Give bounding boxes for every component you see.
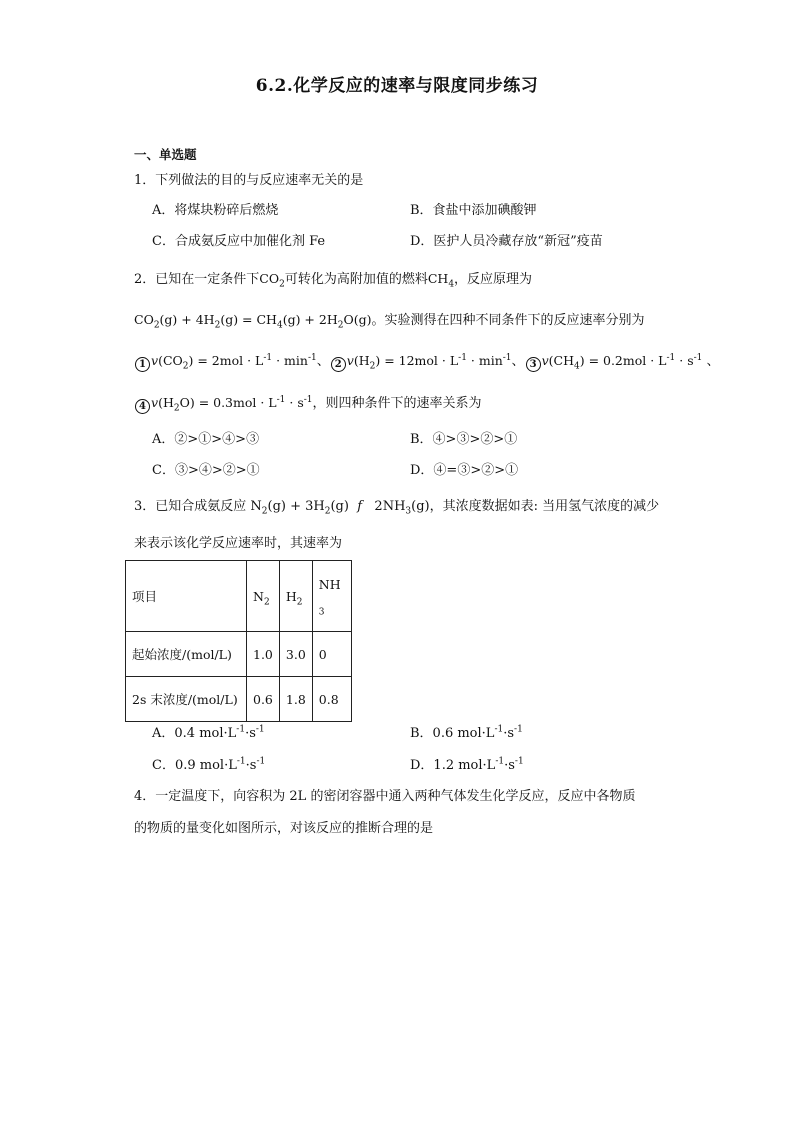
q2-eq-tail: 。实验测得在四种不同条件下的反应速率分别为 — [371, 313, 645, 328]
q2-rate4-line: 4 $v(H_2O) = 0.3mol \cdot L^{-1} \cdot s^{-1}$，则四种条件下的速率关系为 — [134, 393, 482, 414]
table-header-cell: 项目 — [126, 561, 247, 632]
q1-option-a[interactable]: A．将煤块粉碎后燃烧 — [152, 203, 279, 218]
q3-option-a[interactable]: A．0.4 $mol\cdot L^{-1}\cdot s^{-1}$ — [152, 724, 265, 741]
q3-stem: 3．已知合成氨反应 $N_2(g) + 3H_2(g)$ f $2NH_3(g)$，其浓度数据如表: 当用氢气浓度的减少 — [134, 499, 660, 517]
q2-stem-mid: 可转化为高附加值的燃料 — [284, 272, 428, 287]
section-heading: 一、单选题 — [134, 147, 197, 162]
q2-stem-suffix: ，反应原理为 — [454, 272, 533, 287]
table-cell: 2s 末浓度/(mol/L) — [126, 677, 247, 722]
table-cell: 0.8 — [312, 677, 351, 722]
q4-stem-line-2: 的物质的量变化如图所示，对该反应的推断合理的是 — [134, 821, 434, 836]
q3-stem-a: 3．已知合成氨反应 N — [134, 499, 262, 514]
q2-stem — [134, 269, 532, 290]
page-title: 6.2.化学反应的速率与限度同步练习 — [255, 76, 539, 96]
q1-option-d[interactable]: D．医护人员冷藏存放“新冠”疫苗 — [410, 234, 603, 249]
concentration-table — [125, 560, 352, 722]
q2-option-c[interactable]: C．③>④>②>① — [152, 463, 260, 478]
circle-2-icon: 2 — [331, 357, 346, 372]
table-header-h2: $H_2$ — [279, 561, 312, 632]
ch4-formula: $CH_4$ — [427, 271, 455, 290]
q2-rates-line: 1 $v(CO_2) = 2mol \cdot L^{-1} \cdot \min^{-1}$、 2 $v(H_2) = 12mol \cdot L^{-1} \cdot \min^{-1}$、 3 $v(CH_4) = 0.2mol \cdot L^{-1} \cdot s^{-1}$ 、 — [134, 351, 720, 372]
rate-3: = 0.2mol · L — [588, 353, 667, 368]
q1-option-c[interactable]: C．合成氨反应中加催化剂 Fe — [152, 234, 326, 249]
table-header-n2: $N_2$ — [247, 561, 280, 632]
table-cell: 1.0 — [247, 632, 280, 677]
q2-line4-tail: ，则四种条件下的速率关系为 — [312, 396, 482, 411]
table-cell: 3.0 — [279, 632, 312, 677]
table-cell: 起始浓度/(mol/L) — [126, 632, 247, 677]
table-header-row — [126, 561, 352, 632]
rate-1: = 2mol · L — [197, 353, 264, 368]
rate-2: = 12mol · L — [384, 353, 459, 368]
q3-option-a-text: A．0.4 mol·L — [152, 726, 237, 741]
q3-option-d-text: D．1.2 mol·L — [410, 758, 496, 773]
q3-option-b-text: B．0.6 mol·L — [410, 726, 495, 741]
q2-equation — [134, 310, 644, 331]
q3-option-d[interactable]: D．1.2 $mol\cdot L^{-1}\cdot s^{-1}$ — [410, 756, 524, 773]
q1-option-b[interactable]: B．食盐中添加碘酸钾 — [410, 203, 537, 218]
q2-option-b[interactable]: B．④>③>②>① — [410, 432, 518, 447]
q2-option-a[interactable]: A．②>①>④>③ — [152, 432, 260, 447]
rate-4: = 0.3mol · L — [198, 395, 277, 410]
q2-stem-prefix: 2．已知在一定条件下 — [134, 272, 260, 287]
circle-4-icon: 4 — [135, 399, 150, 414]
table-row — [126, 632, 352, 677]
q2-option-d[interactable]: D．④=③>②>① — [410, 463, 519, 478]
q3-stem-tail: ，其浓度数据如表: 当用氢气浓度的减少 — [429, 499, 660, 514]
table-row — [126, 677, 352, 722]
reaction-equation: $CO_2(g) + 4H_2(g) = CH_4(g) + 2H_2O(g)$ — [134, 312, 372, 331]
table-cell: 0 — [312, 632, 351, 677]
table-header-nh3: NH $_3$ — [312, 561, 351, 632]
q3-stem-2: 来表示该化学反应速率时，其速率为 — [134, 536, 343, 551]
q4-stem-line-1: 4．一定温度下，向容积为 2L 的密闭容器中通入两种气体发生化学反应，反应中各物质 — [134, 789, 636, 804]
q3-option-c-text: C．0.9 mol·L — [152, 758, 237, 773]
co2-formula: $CO_2$ — [259, 271, 285, 290]
q3-option-b[interactable]: B．0.6 $mol\cdot L^{-1}\cdot s^{-1}$ — [410, 724, 523, 741]
circle-3-icon: 3 — [526, 357, 541, 372]
circle-1-icon: 1 — [135, 357, 150, 372]
table-cell: 1.8 — [279, 677, 312, 722]
table-cell: 0.6 — [247, 677, 280, 722]
q3-option-c[interactable]: C．0.9 $mol\cdot L^{-1}\cdot s^{-1}$ — [152, 756, 266, 773]
q1-stem: 1．下列做法的目的与反应速率无关的是 — [134, 173, 364, 188]
